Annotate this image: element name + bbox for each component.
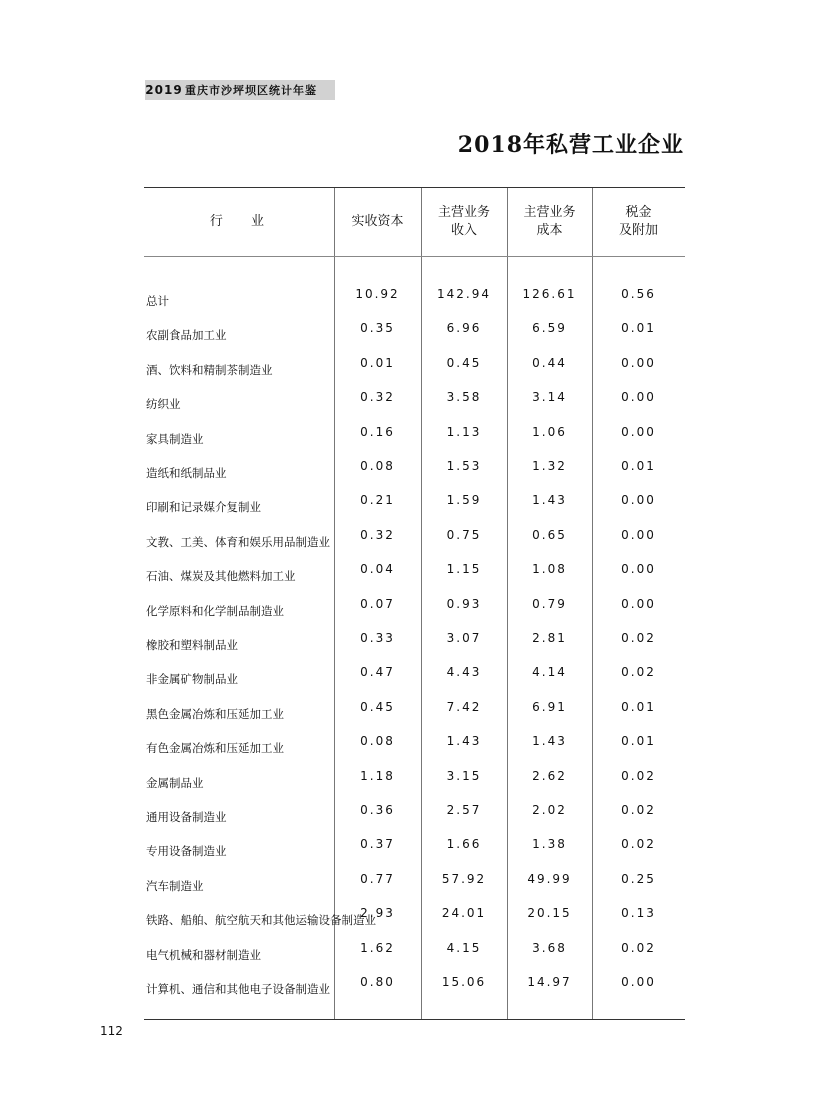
capital-value: 0.77 bbox=[360, 871, 395, 886]
tax-value: 0.02 bbox=[621, 631, 656, 645]
capital-value: 0.21 bbox=[360, 493, 395, 508]
capital-value: 0.32 bbox=[360, 390, 395, 405]
table-row bbox=[144, 346, 685, 380]
capital-value: 10.92 bbox=[355, 287, 400, 301]
capital-value: 0.47 bbox=[360, 665, 395, 680]
cost-value: 1.43 bbox=[532, 734, 567, 749]
tax-value: 0.00 bbox=[621, 527, 656, 542]
capital-value: 0.33 bbox=[360, 631, 395, 645]
cost-value: 4.14 bbox=[532, 665, 567, 680]
table-row bbox=[144, 518, 685, 552]
capital-value: 0.08 bbox=[360, 459, 395, 473]
column-header-revenue-line: 主营业务 bbox=[437, 205, 490, 220]
industry-name: 黑色金属冶炼和压延加工业 bbox=[146, 706, 284, 721]
revenue-value: 1.43 bbox=[446, 734, 482, 749]
cost-value: 3.14 bbox=[532, 390, 567, 405]
table-row bbox=[144, 621, 685, 655]
column-header-cost-line: 主营业务 bbox=[523, 205, 576, 220]
revenue-value: 1.53 bbox=[446, 459, 482, 473]
revenue-value: 1.13 bbox=[446, 424, 482, 439]
header-divider bbox=[144, 256, 685, 257]
tax-value: 0.02 bbox=[621, 940, 656, 955]
tax-value: 0.00 bbox=[621, 355, 656, 370]
column-header-cost-line: 成本 bbox=[536, 223, 563, 238]
page-title: 2018年私营工业企业 bbox=[457, 132, 684, 158]
revenue-value: 3.07 bbox=[446, 631, 482, 645]
tax-value: 0.13 bbox=[621, 906, 656, 921]
cost-value: 0.65 bbox=[532, 527, 567, 542]
industry-name: 石油、煤炭及其他燃料加工业 bbox=[146, 569, 296, 584]
header-year: 2019 bbox=[145, 80, 183, 100]
revenue-value: 2.57 bbox=[446, 803, 482, 817]
tax-value: 0.56 bbox=[621, 287, 656, 301]
industry-name: 印刷和记录媒介复制业 bbox=[146, 500, 261, 515]
capital-value: 2.93 bbox=[360, 906, 395, 921]
cost-value: 126.61 bbox=[522, 287, 577, 301]
capital-value: 0.80 bbox=[360, 975, 395, 989]
column-header-capital-line: 实收资本 bbox=[351, 214, 404, 229]
industry-name: 酒、饮料和精制茶制造业 bbox=[146, 362, 273, 377]
tax-value: 0.00 bbox=[621, 975, 656, 989]
column-header-tax-line: 税金 bbox=[625, 205, 652, 220]
capital-value: 0.07 bbox=[360, 596, 395, 611]
capital-value: 0.01 bbox=[360, 355, 395, 370]
industry-name: 有色金属冶炼和压延加工业 bbox=[146, 741, 284, 756]
cost-value: 1.43 bbox=[532, 493, 567, 508]
revenue-value: 0.45 bbox=[446, 355, 482, 370]
cost-value: 1.08 bbox=[532, 562, 567, 577]
table-row bbox=[144, 759, 685, 793]
tax-value: 0.01 bbox=[621, 699, 656, 714]
table-row bbox=[144, 931, 685, 965]
cost-value: 2.02 bbox=[532, 803, 567, 817]
capital-value: 0.45 bbox=[360, 699, 395, 714]
cost-value: 6.91 bbox=[532, 699, 567, 714]
industry-name: 总计 bbox=[146, 294, 169, 308]
table-row bbox=[144, 415, 685, 449]
revenue-value: 3.15 bbox=[446, 768, 482, 783]
table-row bbox=[144, 655, 685, 689]
cost-value: 1.06 bbox=[532, 424, 567, 439]
revenue-value: 4.15 bbox=[446, 940, 482, 955]
table-row bbox=[144, 827, 685, 861]
table-row bbox=[144, 380, 685, 414]
industry-name: 电气机械和器材制造业 bbox=[146, 947, 261, 962]
industry-name: 纺织业 bbox=[146, 397, 181, 412]
revenue-value: 24.01 bbox=[441, 906, 487, 921]
table-row bbox=[144, 793, 685, 827]
tax-value: 0.00 bbox=[621, 596, 656, 611]
revenue-value: 4.43 bbox=[446, 665, 482, 680]
cost-value: 0.44 bbox=[532, 355, 567, 370]
industry-name: 文教、工美、体育和娱乐用品制造业 bbox=[146, 534, 330, 549]
page-number: 112 bbox=[100, 1024, 123, 1038]
industry-name: 橡胶和塑料制品业 bbox=[146, 638, 238, 652]
tax-value: 0.00 bbox=[621, 390, 656, 405]
table-row bbox=[144, 896, 685, 930]
column-header-tax-line: 及附加 bbox=[618, 223, 658, 238]
industry-name: 专用设备制造业 bbox=[146, 844, 227, 859]
tax-value: 0.00 bbox=[621, 493, 656, 508]
tax-value: 0.00 bbox=[621, 424, 656, 439]
industry-name: 通用设备制造业 bbox=[146, 810, 227, 824]
industry-name: 铁路、船舶、航空航天和其他运输设备制造业 bbox=[146, 913, 376, 928]
industry-name: 家具制造业 bbox=[146, 431, 204, 446]
cost-value: 2.62 bbox=[532, 768, 567, 783]
table-row bbox=[144, 552, 685, 586]
industry-name: 化学原料和化学制品制造业 bbox=[146, 603, 284, 618]
capital-value: 0.16 bbox=[360, 424, 395, 439]
table-row bbox=[144, 277, 685, 311]
revenue-value: 3.58 bbox=[446, 390, 482, 405]
cost-value: 20.15 bbox=[527, 906, 572, 921]
revenue-value: 15.06 bbox=[441, 975, 487, 989]
revenue-value: 57.92 bbox=[441, 871, 487, 886]
revenue-value: 0.75 bbox=[446, 527, 482, 542]
cost-value: 2.81 bbox=[532, 631, 567, 645]
tax-value: 0.25 bbox=[621, 871, 656, 886]
tax-value: 0.02 bbox=[621, 803, 656, 817]
cost-value: 14.97 bbox=[527, 975, 572, 989]
cost-value: 1.38 bbox=[532, 837, 567, 852]
revenue-value: 0.93 bbox=[446, 596, 482, 611]
tax-value: 0.02 bbox=[621, 837, 656, 852]
table-row bbox=[144, 690, 685, 724]
capital-value: 0.35 bbox=[360, 321, 395, 336]
table-row bbox=[144, 449, 685, 483]
column-header-revenue-line: 收入 bbox=[450, 223, 477, 238]
revenue-value: 142.94 bbox=[437, 287, 491, 301]
table-row bbox=[144, 483, 685, 517]
column-header-capital bbox=[334, 188, 421, 256]
industry-name: 金属制品业 bbox=[146, 775, 204, 790]
column-header-revenue bbox=[421, 188, 507, 256]
industry-name: 农副食品加工业 bbox=[146, 328, 227, 343]
tax-value: 0.01 bbox=[621, 734, 656, 749]
industry-name: 汽车制造业 bbox=[146, 878, 204, 893]
column-header-cost bbox=[507, 188, 592, 256]
table-row bbox=[144, 724, 685, 758]
cost-value: 6.59 bbox=[532, 321, 567, 336]
table-row bbox=[144, 862, 685, 896]
capital-value: 0.32 bbox=[360, 527, 395, 542]
capital-value: 0.04 bbox=[360, 562, 395, 577]
tax-value: 0.02 bbox=[621, 665, 656, 680]
capital-value: 0.36 bbox=[360, 803, 395, 817]
revenue-value: 1.15 bbox=[446, 562, 482, 577]
cost-value: 1.32 bbox=[532, 459, 567, 473]
table-row bbox=[144, 587, 685, 621]
column-header-industry bbox=[144, 188, 334, 256]
header-book-title: 重庆市沙坪坝区统计年鉴 bbox=[185, 84, 317, 97]
revenue-value: 7.42 bbox=[446, 699, 482, 714]
industry-table bbox=[144, 187, 685, 1020]
yearbook-header-band bbox=[145, 80, 335, 100]
table-row bbox=[144, 965, 685, 999]
tax-value: 0.01 bbox=[621, 459, 656, 473]
column-header-tax bbox=[592, 188, 685, 256]
capital-value: 1.18 bbox=[360, 768, 395, 783]
cost-value: 0.79 bbox=[532, 596, 567, 611]
capital-value: 0.08 bbox=[360, 734, 395, 749]
capital-value: 0.37 bbox=[360, 837, 395, 852]
capital-value: 1.62 bbox=[360, 940, 395, 955]
tax-value: 0.00 bbox=[621, 562, 656, 577]
cost-value: 3.68 bbox=[532, 940, 567, 955]
tax-value: 0.02 bbox=[621, 768, 656, 783]
cost-value: 49.99 bbox=[527, 871, 572, 886]
industry-name: 计算机、通信和其他电子设备制造业 bbox=[146, 982, 330, 996]
tax-value: 0.01 bbox=[621, 321, 656, 336]
industry-name: 非金属矿物制品业 bbox=[146, 672, 238, 687]
industry-name: 造纸和纸制品业 bbox=[146, 466, 227, 480]
table-row bbox=[144, 311, 685, 345]
column-header-industry-label: 行 业 bbox=[209, 214, 277, 229]
revenue-value: 6.96 bbox=[446, 321, 482, 336]
revenue-value: 1.59 bbox=[446, 493, 482, 508]
revenue-value: 1.66 bbox=[446, 837, 482, 852]
